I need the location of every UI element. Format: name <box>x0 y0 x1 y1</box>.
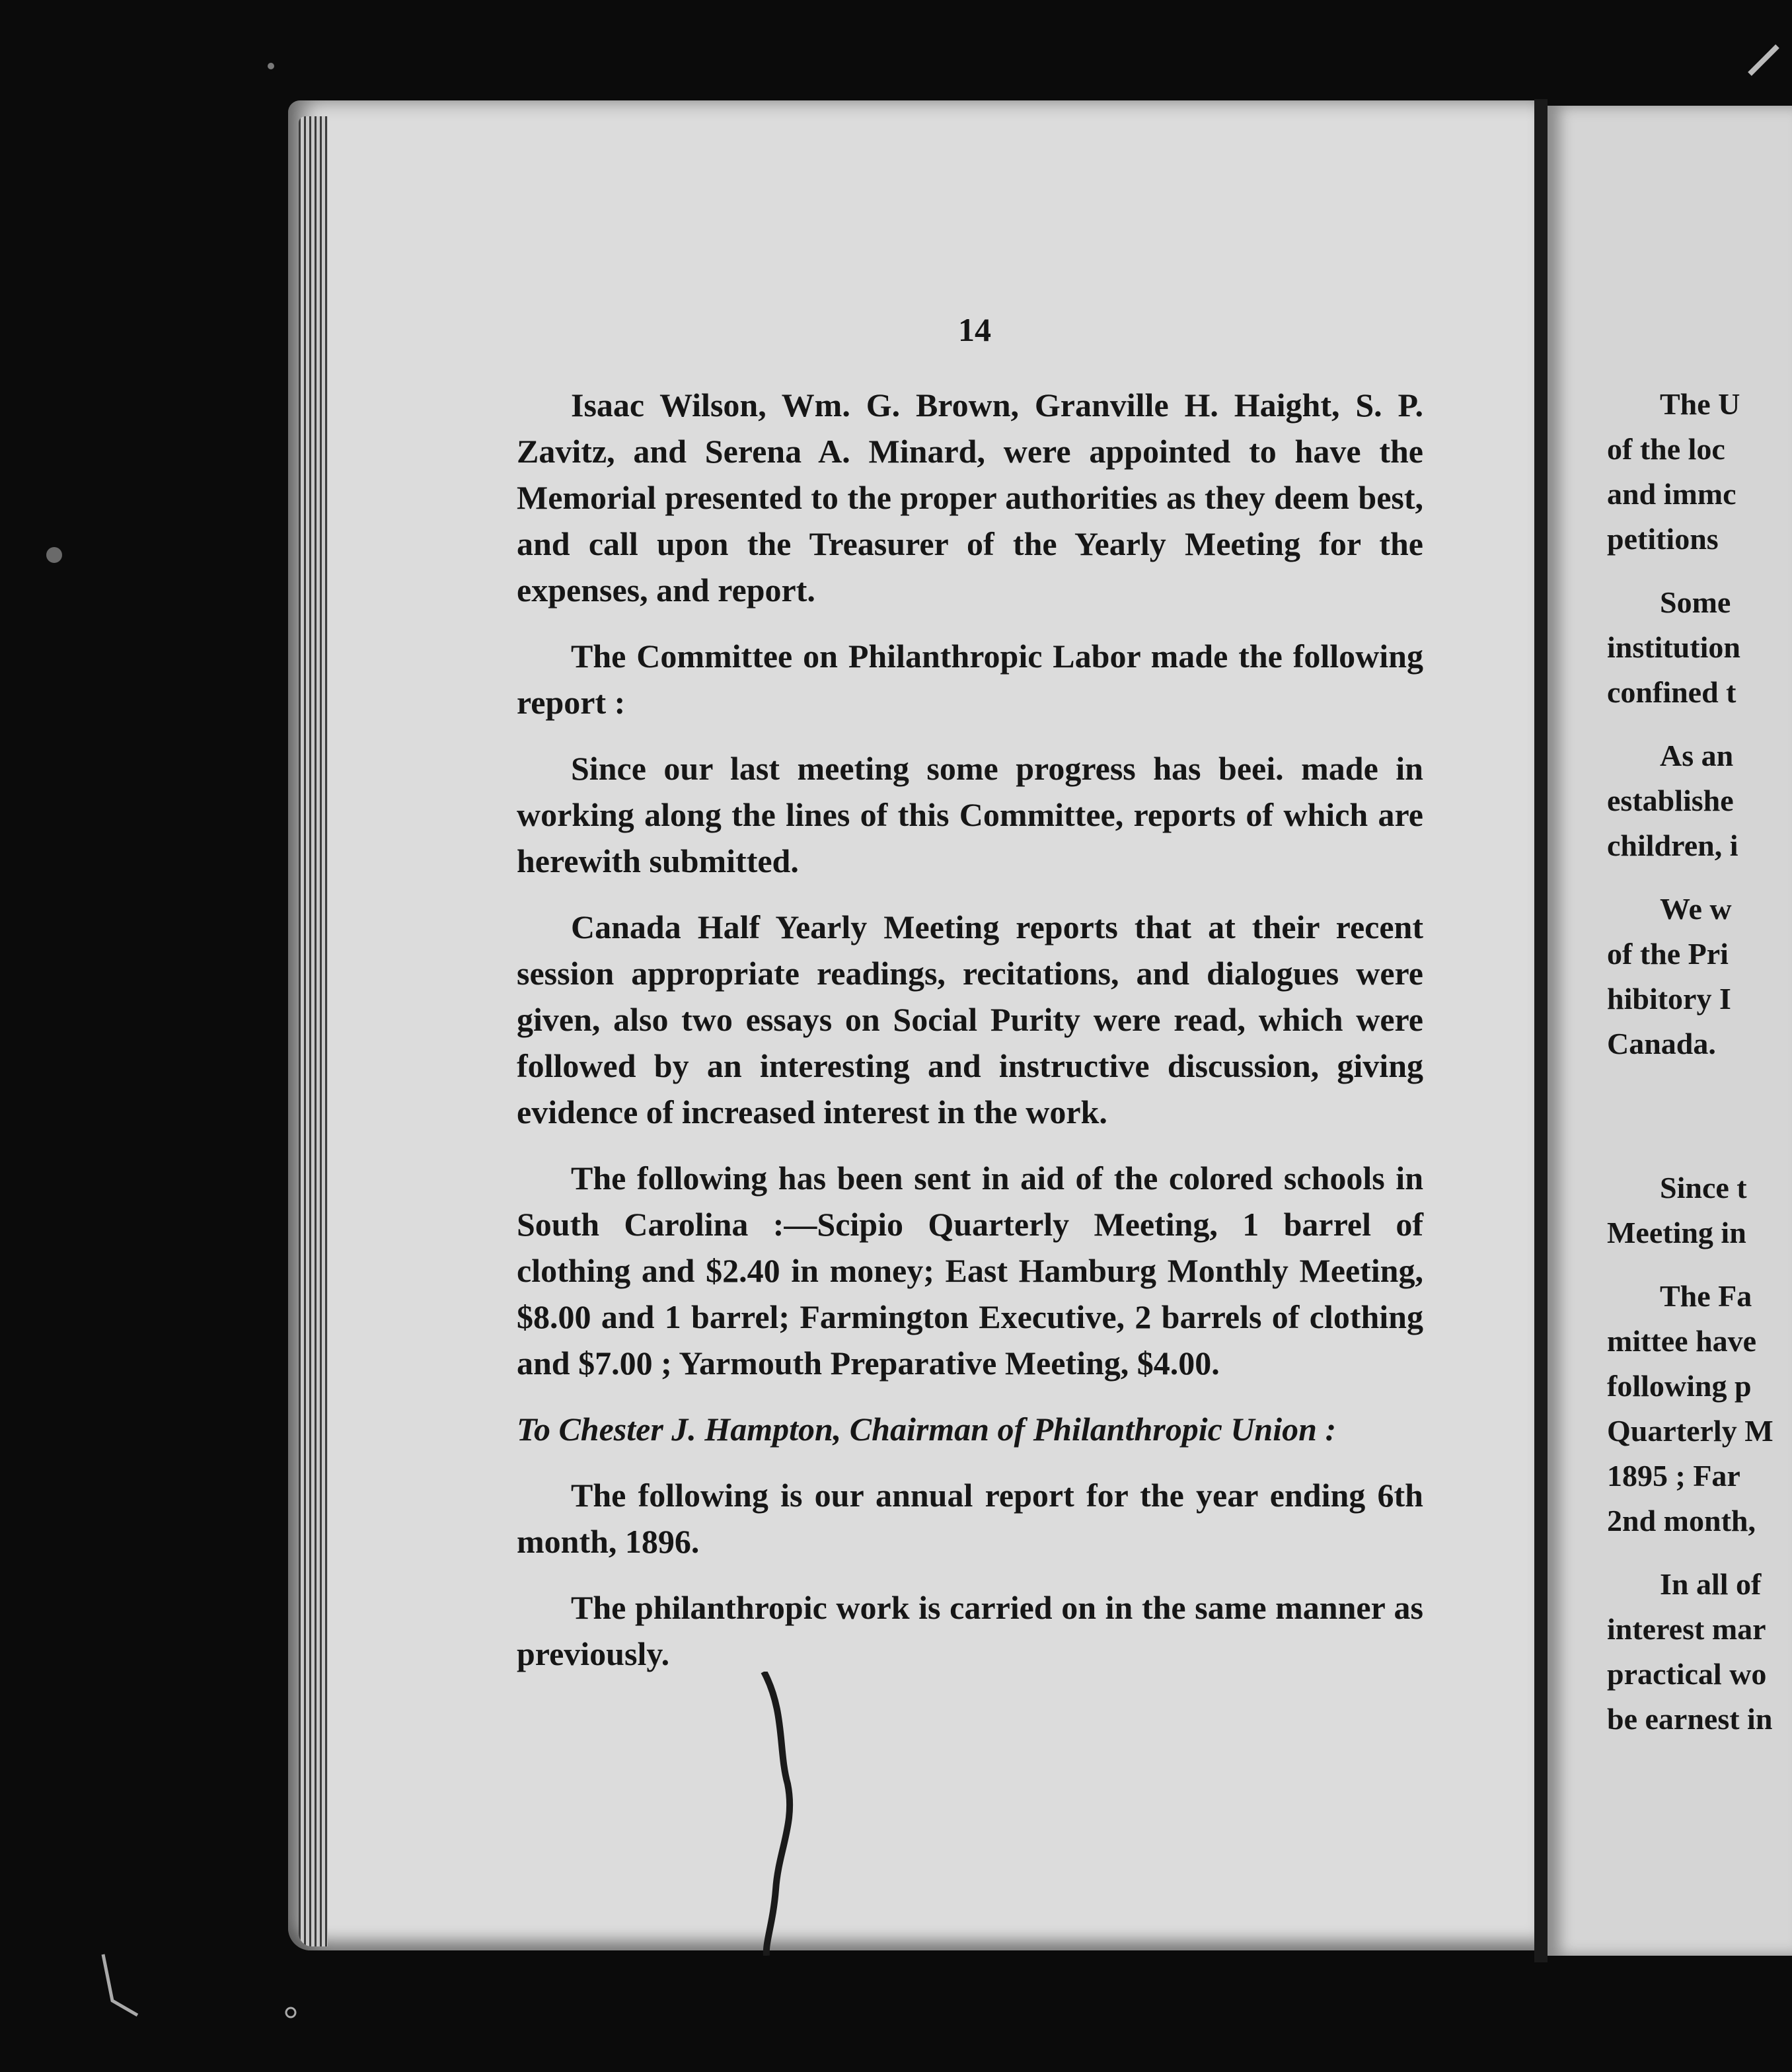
facing-line: practical wo <box>1607 1657 1767 1691</box>
facing-line: The U <box>1660 387 1740 421</box>
facing-block <box>1607 1166 1792 1255</box>
page-tear <box>759 1672 798 1956</box>
facing-line: following p <box>1607 1369 1752 1403</box>
facing-line: confined t <box>1607 675 1736 709</box>
paragraph-memorial-committee: Isaac Wilson, Wm. G. Brown, Granville H. Haight, S. P. Zavitz, and Serena A. Minard, were appointed to have the Memorial presented to the proper authorities as they deem best, and call upon the Treasurer of the Yearly Meeting for the expenses, and report. <box>517 387 1423 609</box>
facing-line: mittee have <box>1607 1324 1757 1358</box>
facing-block <box>1607 1274 1792 1543</box>
page-body <box>517 382 1423 1697</box>
book-spine <box>1534 99 1548 1962</box>
facing-block <box>1607 382 1792 562</box>
paragraph-philanthropic-work: The philanthropic work is carried on in the same manner as previously. <box>517 1589 1423 1672</box>
page-edges <box>299 116 328 1946</box>
paragraph-annual-report: The following is our annual report for the year ending 6th month, 1896. <box>517 1477 1423 1560</box>
paragraph-progress: Since our last meeting some progress has beei. made in working along the lines of this Committee, reports of which are herewith submitted. <box>517 750 1423 879</box>
facing-line: Meeting in <box>1607 1216 1746 1249</box>
page-number: 14 <box>958 311 991 348</box>
paragraph-salutation: To Chester J. Hampton, Chairman of Philanthropic Union : <box>517 1411 1337 1448</box>
facing-line: interest mar <box>1607 1612 1766 1646</box>
facing-line: of the loc <box>1607 432 1725 466</box>
facing-block <box>1607 733 1792 868</box>
facing-line: establishe <box>1607 784 1734 817</box>
facing-line: Some <box>1660 585 1731 619</box>
facing-block <box>1607 887 1792 1066</box>
paragraph-philanthropic-committee: The Committee on Philanthropic Labor made the following report : <box>517 638 1423 721</box>
facing-line: and immc <box>1607 477 1736 511</box>
facing-line: We w <box>1660 892 1732 926</box>
facing-line: Canada. <box>1607 1027 1716 1060</box>
facing-line: As an <box>1660 739 1734 772</box>
paragraph-colored-schools: The following has been sent in aid of the colored schools in South Carolina :—Scipio Quarterly Meeting, 1 barrel of clothing and $2.40 in money; East Hamburg Monthly Meeting, $8.00 and 1 barrel; Farmington Executive, 2 barrels of clothing and $7.00 ; Yarmouth Preparative Meeting, $4.00. <box>517 1160 1423 1382</box>
facing-line: The Fa <box>1660 1279 1752 1313</box>
paragraph-canada-half-yearly: Canada Half Yearly Meeting reports that at their recent session appropriate readings, recitations, and dialogues were given, also two essays on Social Purity were read, which were followed by an interesting and instructive discussion, giving evidence of increased interest in the work. <box>517 908 1423 1130</box>
facing-line: of the Pri <box>1607 937 1729 971</box>
facing-line: 2nd month, <box>1607 1504 1756 1537</box>
facing-line: children, i <box>1607 829 1738 862</box>
facing-line: Since t <box>1660 1171 1747 1204</box>
facing-line: In all of <box>1660 1567 1762 1601</box>
facing-line: institution <box>1607 630 1740 664</box>
facing-block <box>1607 1562 1792 1742</box>
facing-line: hibitory I <box>1607 982 1731 1016</box>
facing-block <box>1607 580 1792 715</box>
facing-page-text <box>1607 382 1792 1760</box>
facing-line: be earnest in <box>1607 1702 1773 1736</box>
facing-line: petitions <box>1607 522 1719 556</box>
facing-line: 1895 ; Far <box>1607 1459 1740 1493</box>
facing-line: Quarterly M <box>1607 1414 1773 1448</box>
